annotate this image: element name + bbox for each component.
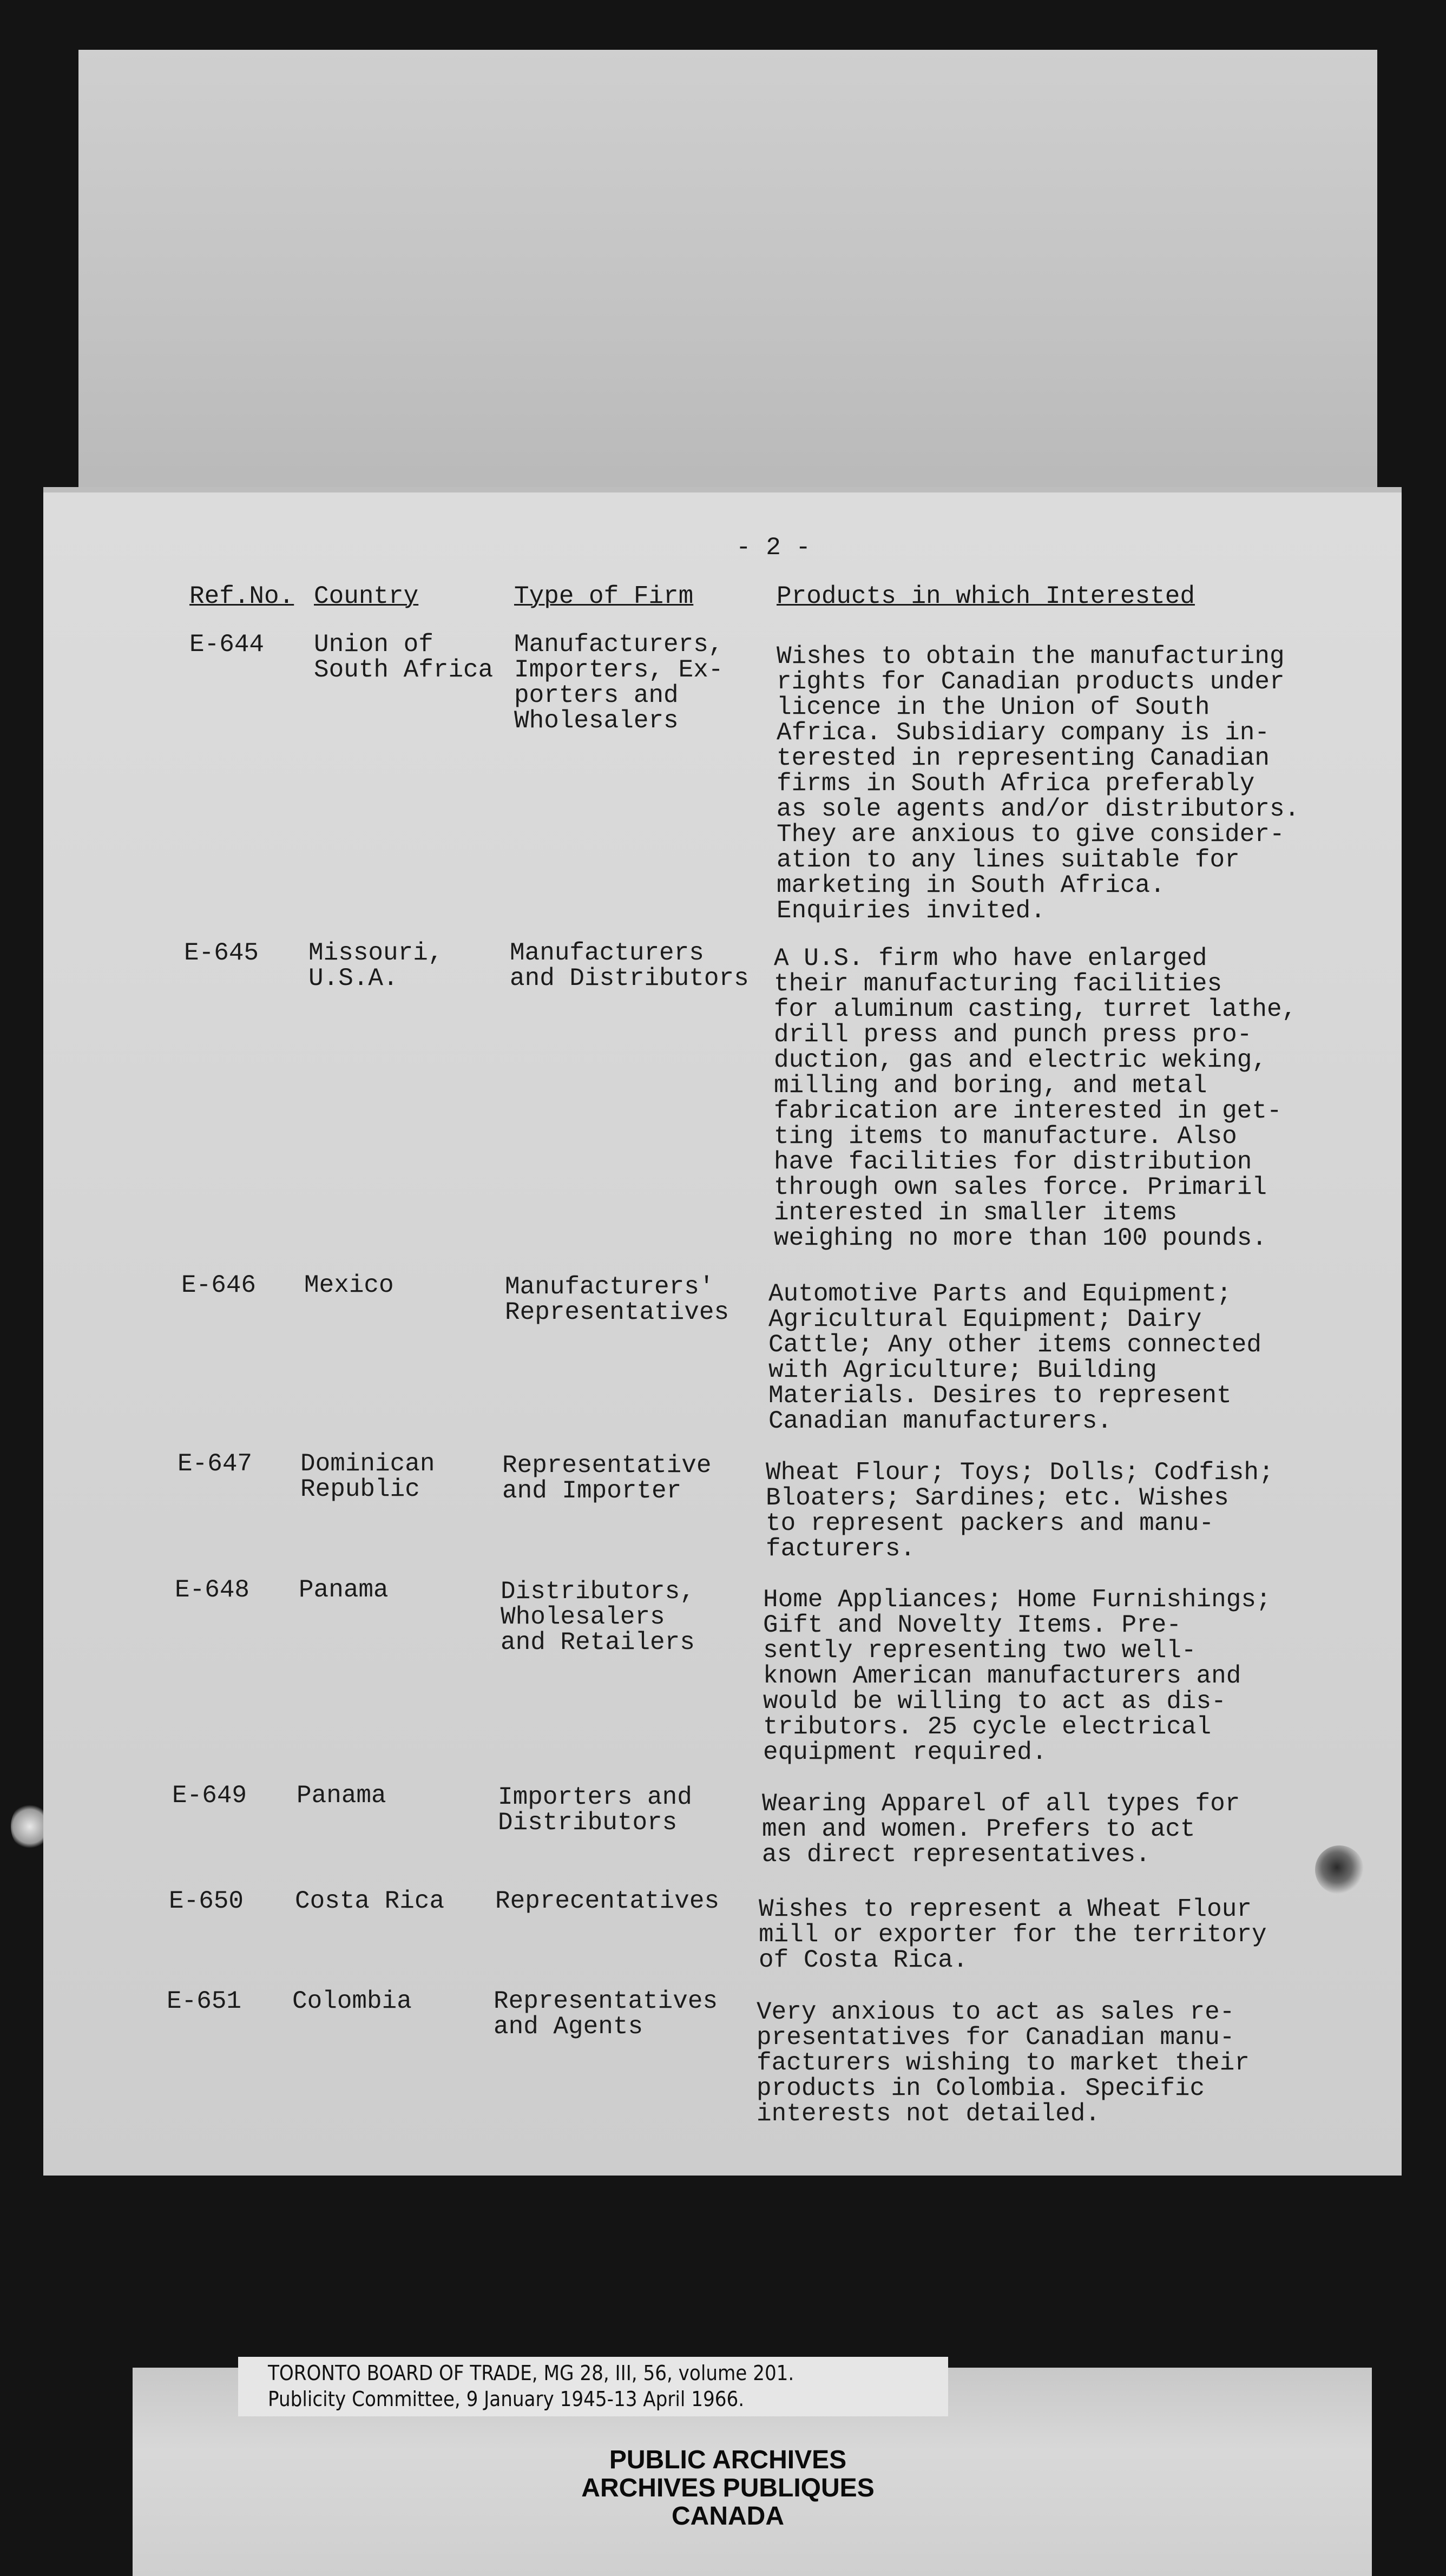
entry-ref: E-648 — [175, 1576, 250, 1604]
entry-firm-type: Manufacturers' Representatives — [505, 1273, 729, 1326]
entry-firm-type: Manufacturers, Importers, Ex- porters and Wholesalers — [514, 630, 724, 735]
entry-products: Wheat Flour; Toys; Dolls; Codfish; Bloaters; Sardines; etc. Wishes to represent packers and manu- facturers. — [766, 1458, 1274, 1563]
stamp-line-3: CANADA — [672, 2502, 784, 2531]
entry-ref: E-651 — [167, 1987, 242, 2015]
entry-ref: E-647 — [178, 1450, 253, 1478]
header-products: Products in which Interested — [777, 582, 1195, 610]
entry-products: Wearing Apparel of all types for men and women. Prefers to act as direct representatives. — [762, 1790, 1240, 1869]
underlying-sheet — [78, 50, 1377, 515]
entry-firm-type: Distributors, Wholesalers and Retailers — [501, 1578, 695, 1657]
entry-ref: E-650 — [169, 1887, 244, 1915]
entry-products: Wishes to represent a Wheat Flour mill or exporter for the territory of Costa Rica. — [759, 1895, 1267, 1974]
stamp-line-2: ARCHIVES PUBLIQUES — [581, 2474, 875, 2502]
archive-reference-strip — [238, 2357, 948, 2416]
archive-reference-line-2: Publicity Committee, 9 January 1945-13 April 1966. — [268, 2387, 745, 2411]
page-number: - 2 - — [736, 534, 811, 562]
entry-products: Very anxious to act as sales re- presentatives for Canadian manu- facturers wishing to market their products in Colombia. Specific interests not detailed. — [757, 1998, 1250, 2128]
entry-products: Home Appliances; Home Furnishings; Gift and Novelty Items. Pre- sently representing two well- known American manufacturers and would be willing to act as dis- tributors. 25 cycle electrical equipment required. — [763, 1586, 1271, 1766]
entry-ref: E-649 — [172, 1782, 247, 1810]
entry-country: Panama — [297, 1782, 386, 1810]
header-ref-no: Ref.No. — [189, 582, 294, 610]
entry-country: Panama — [299, 1576, 389, 1604]
entry-ref: E-646 — [181, 1271, 257, 1299]
header-type-of-firm: Type of Firm — [514, 582, 694, 610]
entry-firm-type: Representatives and Agents — [494, 1987, 718, 2041]
entry-firm-type: Importers and Distributors — [498, 1783, 692, 1837]
entry-country: Costa Rica — [295, 1887, 445, 1915]
entry-firm-type: Representative and Importer — [502, 1451, 712, 1505]
entry-country: Mexico — [304, 1271, 394, 1299]
punch-hole-right — [1315, 1845, 1364, 1894]
entry-products: Wishes to obtain the manufacturing rights for Canadian products under licence in the Union of South Africa. Subsidiary company is in- terested in representing Canadian firms in South Africa preferably as sole agents and/or distributors. They are anxious to give consider- ation to any lines suitable for marketing in South Africa. Enquiries invited. — [777, 642, 1300, 925]
entry-products: A U.S. firm who have enlarged their manufacturing facilities for aluminum casting, turret lathe, drill press and punch press pro- duction, gas and electric weking, milling and boring, and metal fabrication are interested in get- ting items to manufacture. Also have facilities for distribution through own sales force. Primaril interested in smaller items weighing no more than 100 pounds. — [774, 944, 1297, 1252]
stamp-line-1: PUBLIC ARCHIVES — [609, 2446, 847, 2474]
entry-firm-type: Reprecentatives — [495, 1887, 720, 1915]
entry-country: Dominican Republic — [300, 1450, 435, 1503]
entry-country: Colombia — [292, 1987, 412, 2015]
entry-firm-type: Manufacturers and Distributors — [510, 939, 749, 993]
archives-stamp — [422, 2446, 1034, 2531]
document-page — [43, 487, 1402, 2176]
header-country: Country — [314, 582, 419, 610]
entry-ref: E-644 — [189, 630, 265, 659]
archive-reference-line-1: TORONTO BOARD OF TRADE, MG 28, III, 56, volume 201. — [268, 2361, 794, 2385]
entry-products: Automotive Parts and Equipment; Agricultural Equipment; Dairy Cattle; Any other items connected with Agriculture; Building Materials. Desires to represent Canadian manufacturers. — [768, 1280, 1261, 1435]
entry-country: Missouri, U.S.A. — [308, 939, 443, 993]
entry-country: Union of South Africa — [314, 630, 494, 684]
entry-ref: E-645 — [184, 939, 259, 967]
